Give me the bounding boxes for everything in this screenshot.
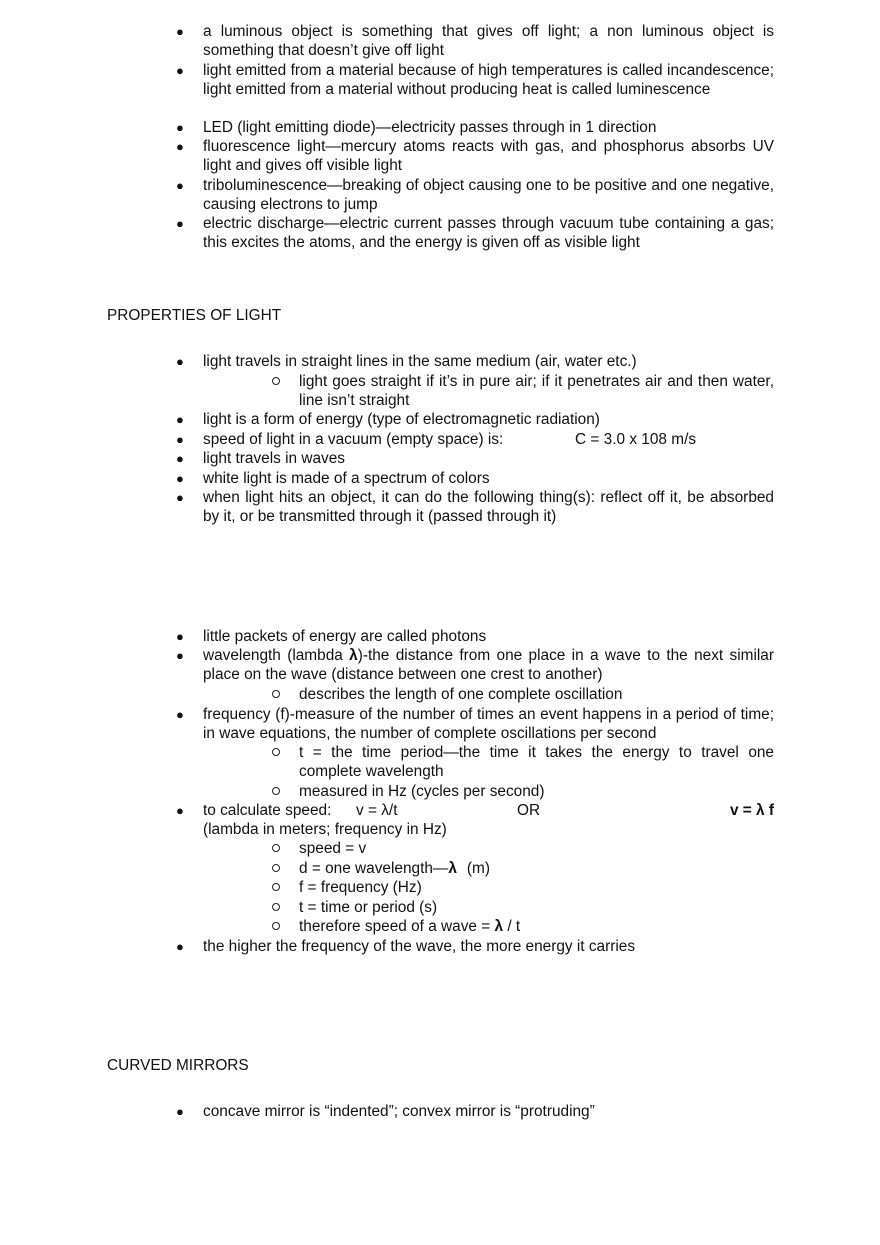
speed-note: (lambda in meters; frequency in Hz) (203, 821, 447, 838)
sub-list-item: t = time or period (s) (299, 899, 438, 916)
list-item: light travels in straight lines in the same medium (air, water etc.) (203, 353, 637, 370)
lambda-symbol: λ (494, 918, 504, 935)
list-item: electric discharge—electric current passes through vacuum tube containing a gas; this excites the atoms, and the energy is given off as visible light (203, 215, 774, 251)
distance-text: d = one wavelength— (299, 860, 449, 877)
bullet: ● (176, 707, 184, 722)
speed-label: to calculate speed: (203, 802, 332, 819)
list-item (203, 430, 774, 449)
bullet: ● (176, 139, 184, 154)
list-item: little packets of energy are called photons (203, 628, 487, 645)
bullet: ● (176, 629, 184, 644)
unit-text: (m) (466, 860, 490, 877)
sub-bullet (272, 864, 280, 872)
wavelength-definition: )-the distance from one place in a wave to the next similar place on the wave (distance between one crest to another) (203, 647, 774, 683)
over-t-text: / t (503, 918, 521, 935)
bullet: ● (176, 451, 184, 466)
bullet: ● (176, 432, 184, 447)
sub-bullet (272, 903, 280, 911)
lambda-symbol: λ (448, 860, 457, 877)
sub-bullet (272, 787, 280, 795)
properties-heading: PROPERTIES OF LIGHT (107, 307, 282, 324)
sub-list-item: speed = v (299, 840, 367, 857)
bullet: ● (176, 471, 184, 486)
list-item: frequency (f)-measure of the number of times an event happens in a period of time; in wave equations, the number of complete oscillations per second (203, 706, 774, 742)
bullet: ● (176, 120, 184, 135)
list-item: concave mirror is “indented”; convex mirror is “protruding” (203, 1103, 595, 1120)
list-item: light emitted from a material because of high temperatures is called incandescence; light emitted from a material without producing heat is called luminescence (203, 62, 774, 98)
sub-bullet (272, 748, 280, 756)
list-item: LED (light emitting diode)—electricity passes through in 1 direction (203, 119, 657, 136)
sub-list-item: describes the length of one complete oscillation (299, 686, 623, 703)
speed-of-light-formula: C = 3.0 x 108 m/s (575, 431, 697, 448)
list-item: when light hits an object, it can do the following thing(s): reflect off it, be absorbed by it, or be transmitted through it (passed through it) (203, 489, 774, 525)
bullet: ● (176, 412, 184, 427)
list-item: white light is made of a spectrum of colors (203, 470, 490, 487)
speed-formula-line (203, 801, 774, 820)
wavelength-text: wavelength (lambda (203, 647, 350, 664)
list-item: triboluminescence—breaking of object causing one to be positive and one negative, causing electrons to jump (203, 177, 774, 213)
speed-formula-2: v = λ f (729, 802, 774, 819)
bullet: ● (176, 490, 184, 505)
bullet: ● (176, 1104, 184, 1119)
bullet: ● (176, 63, 184, 78)
lambda-symbol: λ (349, 647, 358, 664)
bullet: ● (176, 216, 184, 231)
sub-bullet (272, 922, 280, 930)
sub-bullet (272, 844, 280, 852)
bullet: ● (176, 803, 184, 818)
speed-wave-text: therefore speed of a wave = (299, 918, 495, 935)
list-item: the higher the frequency of the wave, the more energy it carries (203, 938, 636, 955)
bullet: ● (176, 939, 184, 954)
or-label: OR (517, 802, 541, 819)
list-item: fluorescence light—mercury atoms reacts with gas, and phosphorus absorbs UV light and gives off visible light (203, 138, 774, 174)
bullet: ● (176, 648, 184, 663)
list-item (203, 646, 774, 684)
speed-of-light-text: speed of light in a vacuum (empty space) is: (203, 431, 504, 448)
list-item: a luminous object is something that gives off light; a non luminous object is something that doesn’t give off light (203, 23, 774, 59)
sub-bullet (272, 377, 280, 385)
sub-list-item (299, 917, 774, 936)
speed-formula-1: v = λ/t (356, 802, 398, 819)
sub-list-item: measured in Hz (cycles per second) (299, 783, 545, 800)
sub-bullet (272, 690, 280, 698)
list-item: light is a form of energy (type of electromagnetic radiation) (203, 411, 600, 428)
bullet: ● (176, 354, 184, 369)
bullet: ● (176, 24, 184, 39)
curved-mirrors-heading: CURVED MIRRORS (107, 1057, 249, 1074)
bullet: ● (176, 178, 184, 193)
sub-list-item: t = the time period—the time it takes the energy to travel one complete wavelength (299, 744, 774, 780)
list-item: light travels in waves (203, 450, 345, 467)
sub-bullet (272, 883, 280, 891)
sub-list-item: f = frequency (Hz) (299, 879, 422, 896)
sub-list-item (299, 859, 774, 878)
sub-list-item: light goes straight if it’s in pure air; if it penetrates air and then water, line isn’t straight (299, 373, 774, 409)
